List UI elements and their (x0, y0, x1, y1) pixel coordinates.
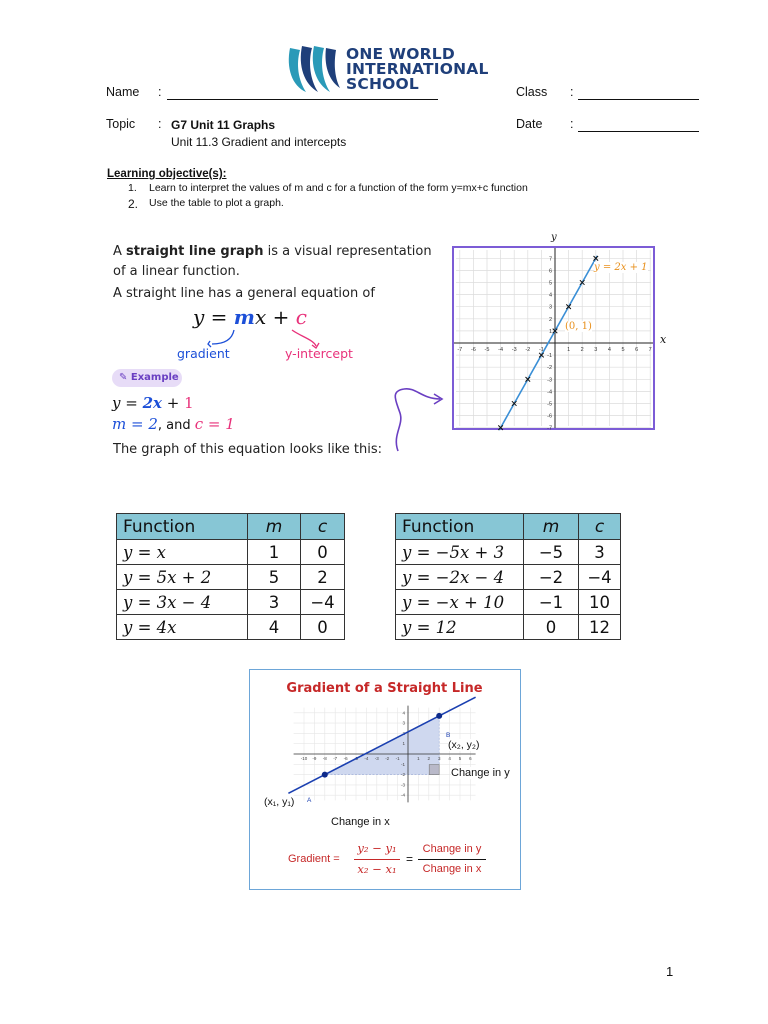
logo-line-1: ONE WORLD (346, 45, 455, 63)
y-tick-label: -1 (547, 353, 552, 360)
pencil-icon: ✎ (119, 372, 128, 383)
y-tick-label: 2 (548, 316, 552, 323)
y-tick-label: -2 (400, 772, 405, 778)
eq-m: m (233, 305, 255, 329)
formula-label: Gradient = (288, 853, 340, 865)
m-cell: 5 (248, 565, 301, 590)
formula-fraction-denominator: x₂ − x₁ (357, 862, 397, 876)
intro-line-3: A straight line has a general equation of (113, 286, 375, 301)
topic-colon: : (158, 117, 162, 131)
example-c-value: c = 1 (194, 415, 235, 433)
x-tick-label: 3 (594, 347, 598, 353)
x-tick-label: -10 (300, 756, 308, 761)
x-tick-label: -4 (498, 347, 504, 353)
x-tick-label: 4 (448, 756, 451, 761)
column-header-c: c (579, 514, 621, 540)
function-cell: y = 4x (117, 615, 248, 640)
coordinate-graph-frame (452, 246, 655, 430)
y-tick-label: -4 (400, 792, 405, 798)
x-tick-label: 5 (621, 347, 625, 353)
y-tick-label: -7 (547, 425, 552, 432)
intro-line-2: of a linear function. (113, 264, 240, 279)
table-row (396, 565, 621, 590)
m-cell: −5 (524, 540, 579, 565)
x-tick-label: -7 (333, 756, 338, 761)
x-tick-label: -6 (343, 756, 348, 761)
m-cell: 3 (248, 590, 301, 615)
table-row (117, 615, 345, 640)
example-and: , and (157, 418, 195, 433)
x-tick-label: -1 (538, 347, 544, 353)
x-tick-label: 3 (437, 756, 441, 761)
change-in-y-label: Change in y (451, 767, 510, 779)
date-label: Date (516, 117, 543, 131)
right-angle-marker (429, 765, 439, 775)
x-tick-label: 2 (580, 347, 584, 353)
logo-line-3: SCHOOL (346, 75, 419, 93)
example-2x: 2x (142, 394, 162, 412)
function-cell: y = −x + 10 (396, 590, 524, 615)
eq-c: c (295, 305, 307, 329)
c-cell: 10 (579, 590, 621, 615)
objective-item: Use the table to plot a graph. (149, 197, 284, 209)
y-tick-label: -4 (547, 389, 552, 396)
example-badge (112, 369, 182, 387)
x-tick-label: 2 (427, 756, 431, 761)
table-row (117, 590, 345, 615)
formula-fraction-bar (354, 859, 400, 860)
c-cell: 0 (301, 615, 345, 640)
x-tick-label: 1 (417, 756, 420, 761)
y-tick-label: -6 (547, 413, 552, 420)
m-cell: 1 (248, 540, 301, 565)
y-tick-label: 4 (402, 710, 405, 716)
x-tick-label: 7 (648, 347, 652, 353)
y-tick-label: 1 (402, 741, 405, 747)
intercept-point-label: (0, 1) (565, 321, 592, 332)
y-tick-label: 6 (548, 268, 552, 275)
c-cell: −4 (579, 565, 621, 590)
example-m-value: m = 2 (112, 415, 158, 433)
c-cell: 0 (301, 540, 345, 565)
formula-fraction-numerator: y₂ − y₁ (357, 841, 397, 855)
function-table-right (395, 513, 621, 640)
y-tick-label: -3 (547, 377, 552, 384)
x-tick-label: -7 (457, 347, 463, 353)
x-tick-label: -1 (395, 756, 400, 761)
name-label: Name (106, 85, 140, 99)
curly-arrow-icon (390, 385, 450, 455)
name-field[interactable] (167, 99, 438, 100)
graph-note: The graph of this equation looks like this: (113, 442, 382, 457)
example-1: 1 (184, 394, 194, 412)
c-cell: −4 (301, 590, 345, 615)
y-tick-label: 3 (548, 304, 552, 311)
eq-x: x (254, 305, 267, 329)
x-tick-label: 4 (607, 347, 611, 353)
example-badge-label: Example (130, 372, 179, 383)
objective-number: 2. (128, 197, 139, 211)
column-header-c: c (301, 514, 345, 540)
point-b-label: B (446, 732, 451, 739)
class-field[interactable] (578, 99, 699, 100)
objective-item: Learn to interpret the values of m and c for a function of the form y=mx+c function (149, 182, 528, 194)
logo-emblem-icon (284, 40, 346, 96)
column-header-m: m (524, 514, 579, 540)
coord-1-label: (x₁, y₁) (264, 796, 295, 808)
eq-y: y (193, 305, 205, 329)
function-cell: y = 5x + 2 (117, 565, 248, 590)
y-tick-label: 3 (402, 720, 405, 726)
example-equals: = (120, 394, 143, 412)
x-tick-label: -4 (364, 756, 369, 761)
function-cell: y = 12 (396, 615, 524, 640)
intro-text: is a visual representation (263, 244, 432, 259)
column-header-m: m (248, 514, 301, 540)
x-tick-label: -5 (484, 347, 490, 353)
table-row (117, 565, 345, 590)
page-number: 1 (666, 964, 674, 979)
example-y: y (112, 394, 121, 412)
function-cell: y = 3x − 4 (117, 590, 248, 615)
formula-word-denominator: Change in x (422, 863, 482, 875)
x-tick-label: 1 (567, 347, 571, 353)
graph-y-axis-label: y (551, 232, 557, 243)
function-cell: y = −5x + 3 (396, 540, 524, 565)
topic-value: G7 Unit 11 Graphs (171, 118, 276, 132)
c-cell: 2 (301, 565, 345, 590)
gradient-formula (288, 841, 508, 884)
formula-word-numerator: Change in y (422, 843, 482, 855)
eq-equals: = (204, 305, 234, 329)
column-header-function: Function (117, 514, 248, 540)
intro-bold-term: straight line graph (126, 244, 264, 259)
gradient-label: gradient (177, 346, 230, 361)
school-logo (284, 40, 489, 96)
y-tick-label: -1 (400, 761, 405, 767)
point-b-marker (436, 713, 442, 719)
objective-number: 1. (128, 182, 137, 194)
y-tick-label: 4 (548, 292, 552, 299)
m-cell: 0 (524, 615, 579, 640)
change-in-x-label: Change in x (331, 816, 390, 828)
topic-label: Topic (106, 117, 136, 131)
y-tick-label: 5 (548, 280, 552, 287)
intro-text: A (113, 244, 127, 259)
point-a-label: A (307, 797, 312, 804)
table-row (117, 540, 345, 565)
class-colon: : (570, 85, 574, 99)
name-colon: : (158, 85, 162, 99)
x-tick-label: 5 (458, 756, 462, 761)
gradient-diagram-title: Gradient of a Straight Line (286, 681, 483, 696)
x-tick-label: -9 (312, 756, 317, 761)
column-header-function: Function (396, 514, 524, 540)
c-cell: 12 (579, 615, 621, 640)
x-tick-label: -6 (470, 347, 476, 353)
y-tick-label: 7 (548, 256, 552, 263)
y-tick-label: -3 (400, 782, 405, 788)
example-values (112, 415, 235, 433)
objectives-heading: Learning objective(s): (107, 168, 227, 180)
m-cell: 4 (248, 615, 301, 640)
point-a-marker (322, 772, 328, 778)
x-tick-label: -2 (385, 756, 390, 761)
class-label: Class (516, 85, 548, 99)
table-row (396, 540, 621, 565)
x-tick-label: -3 (374, 756, 379, 761)
intercept-label: y-intercept (285, 346, 353, 361)
table-row (396, 615, 621, 640)
x-tick-label: -3 (511, 347, 517, 353)
y-tick-label: 1 (548, 328, 552, 335)
x-tick-label: 6 (635, 347, 639, 353)
graph-x-axis-label: x (660, 333, 667, 346)
date-colon: : (570, 117, 574, 131)
y-tick-label: -2 (547, 365, 552, 372)
x-tick-label: 6 (469, 756, 472, 761)
table-row (396, 590, 621, 615)
formula-equals: = (406, 852, 414, 866)
intro-line-1 (113, 244, 432, 259)
function-cell: y = −2x − 4 (396, 565, 524, 590)
function-table-left (116, 513, 345, 640)
coordinate-graph (454, 248, 653, 432)
x-tick-label: -8 (322, 756, 327, 761)
example-plus: + (161, 394, 185, 412)
coord-2-label: (x₂, y₂) (448, 739, 480, 751)
eq-plus: + (266, 305, 296, 329)
line-equation-label: y = 2x + 1 (594, 262, 648, 273)
gradient-diagram-box (249, 669, 521, 890)
date-field[interactable] (578, 131, 699, 132)
y-tick-label: -5 (547, 401, 552, 408)
m-cell: −2 (524, 565, 579, 590)
logo-line-2: INTERNATIONAL (346, 60, 489, 78)
x-tick-label: -2 (525, 347, 531, 353)
c-cell: 3 (579, 540, 621, 565)
function-cell: y = x (117, 540, 248, 565)
subtopic-value: Unit 11.3 Gradient and intercepts (171, 135, 347, 149)
formula-word-bar (418, 859, 486, 860)
example-equation (112, 394, 194, 412)
m-cell: −1 (524, 590, 579, 615)
